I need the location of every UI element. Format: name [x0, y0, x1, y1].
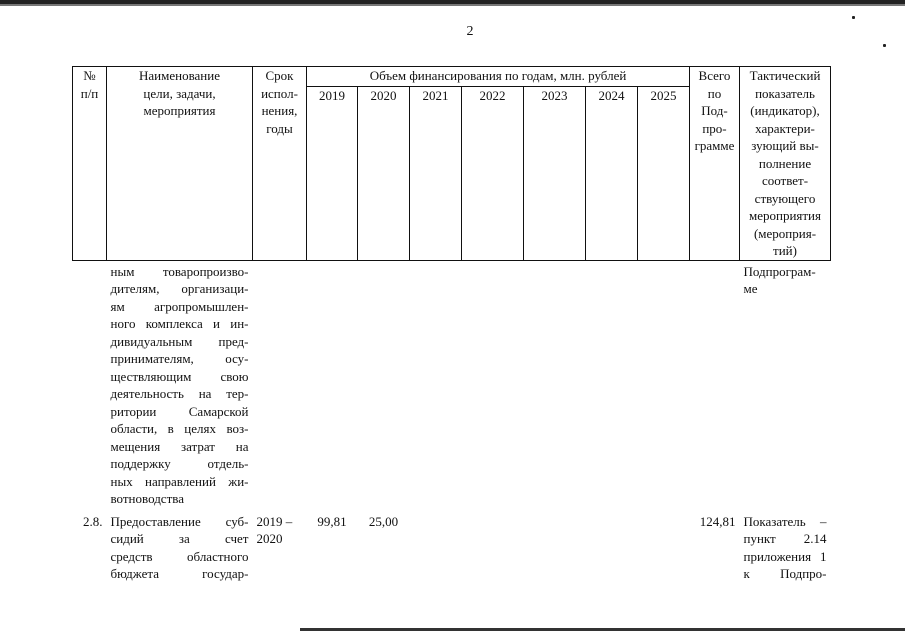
header-year: 2022	[462, 86, 524, 260]
header-name: Наименование цели, задачи, мероприятия	[107, 67, 253, 261]
value-total: 124,81	[699, 513, 736, 529]
scan-speck	[852, 16, 855, 19]
header-year: 2020	[358, 86, 410, 260]
row-indicator-continued: Подпрограм- ме	[743, 263, 816, 296]
header-total: Всего по Под- про- грамме	[690, 67, 740, 261]
value-2022	[462, 508, 524, 583]
row-term: 2019 – 2020	[256, 513, 293, 546]
header-term: Срок испол- нения, годы	[253, 67, 307, 261]
row-indicator: Показатель – пункт 2.14 приложения 1 к Подпро-	[743, 513, 827, 581]
header-year: 2024	[586, 86, 638, 260]
row-name-continued: ным товаропроизво- дителям, организаци- ям агропромышлен- ного комплекса и ин- дивидуальным пред- принимателям, осу- ществляющим свою деятельность на тер- ритории Самарской области, в целях воз- мещения затрат на поддержку отдель- ных направлений жи- вотноводства	[110, 263, 249, 506]
value-2025	[638, 508, 690, 583]
value-2023	[524, 508, 586, 583]
value-2024	[586, 508, 638, 583]
scan-edge-shadow	[0, 4, 905, 6]
header-indicator: Тактический показатель (индикатор), характери- зующий вы- полнение соответ- ствующего мероприятия (мероприя- тий)	[740, 67, 831, 261]
row-number: 2.8.	[83, 513, 103, 529]
table-row-continued	[73, 260, 831, 508]
program-table	[72, 66, 831, 583]
scan-speck	[883, 44, 886, 47]
row-name: Предоставление суб- сидий за счет средств областного бюджета государ-	[110, 513, 249, 581]
header-num: № п/п	[73, 67, 107, 261]
value-2019: 99,81	[317, 513, 347, 529]
header-year: 2025	[638, 86, 690, 260]
header-year: 2021	[410, 86, 462, 260]
page-number: 2	[466, 24, 474, 39]
value-2021	[410, 508, 462, 583]
table-row-2-8	[73, 508, 831, 583]
header-funding: Объем финансирования по годам, млн. рублей	[307, 67, 690, 87]
header-year: 2023	[524, 86, 586, 260]
scan-edge-bottom	[300, 628, 905, 631]
header-row	[73, 67, 831, 87]
header-year: 2019	[307, 86, 358, 260]
value-2020: 25,00	[368, 513, 399, 529]
